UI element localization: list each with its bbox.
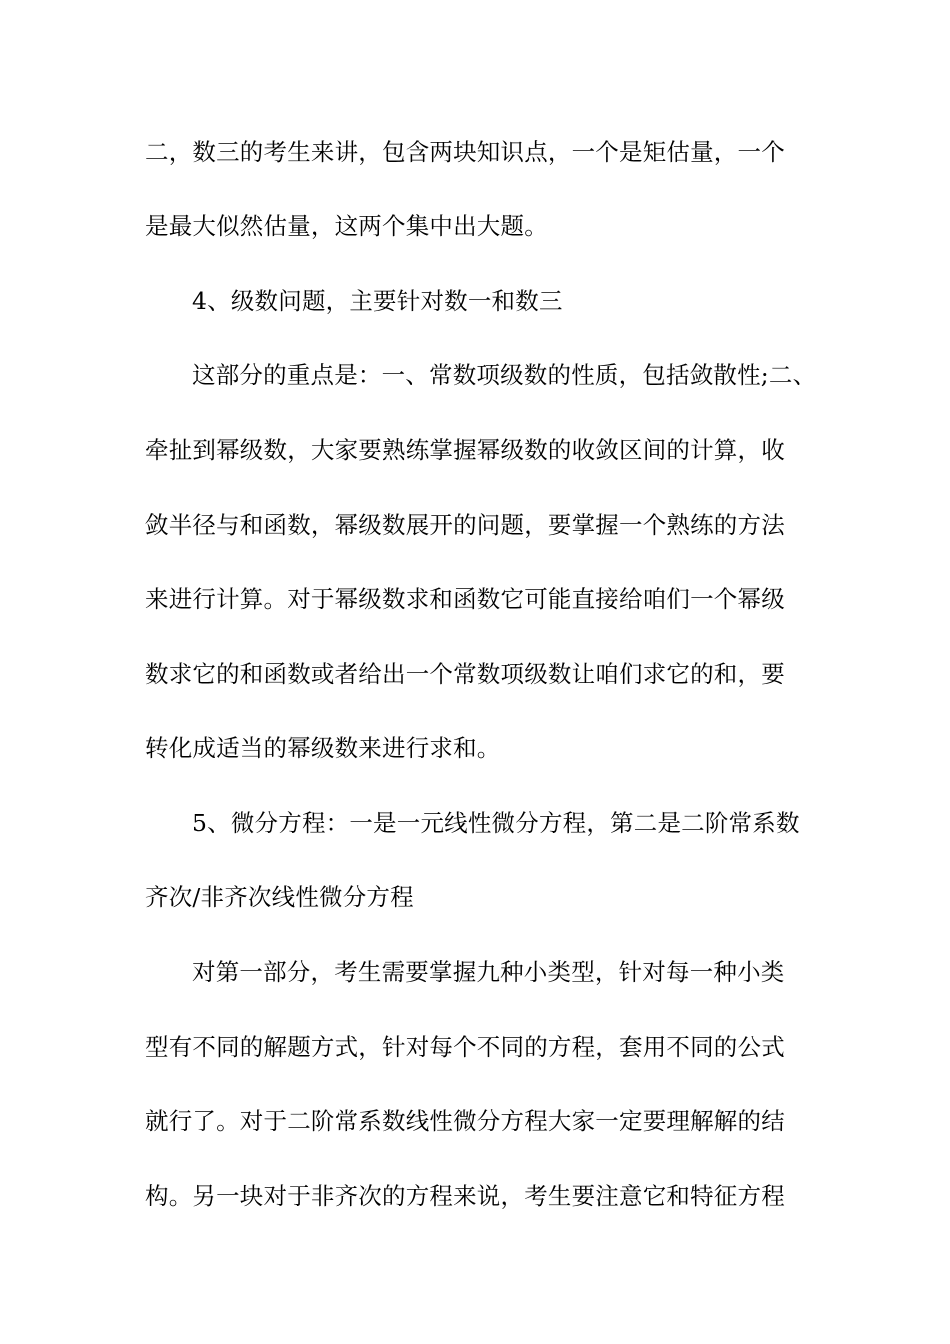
text-line: 这部分的重点是：一、常数项级数的性质，包括敛散性;二、 — [192, 361, 817, 389]
text-line: 齐次/非齐次线性微分方程 — [145, 883, 414, 911]
text-line: 构。另一块对于非齐次的方程来说，考生要注意它和特征方程 — [145, 1182, 785, 1210]
text-line: 是最大似然估量，这两个集中出大题。 — [145, 212, 548, 240]
text-line: 对第一部分，考生需要掌握九种小类型，针对每一种小类 — [192, 958, 785, 986]
text-line: 二，数三的考生来讲，包含两块知识点，一个是矩估量，一个 — [145, 138, 785, 166]
text-line: 敛半径与和函数，幂级数展开的问题，要掌握一个熟练的方法 — [145, 511, 785, 539]
text-line: 牵扯到幂级数，大家要熟练掌握幂级数的收敛区间的计算，收 — [145, 436, 785, 464]
section-heading: 5、微分方程：一是一元线性微分方程，第二是二阶常系数 — [192, 809, 800, 837]
text-line: 数求它的和函数或者给出一个常数项级数让咱们求它的和，要 — [145, 660, 785, 688]
text-line: 型有不同的解题方式，针对每个不同的方程，套用不同的公式 — [145, 1033, 785, 1061]
section-heading: 4、级数问题，主要针对数一和数三 — [192, 287, 563, 315]
text-line: 来进行计算。对于幂级数求和函数它可能直接给咱们一个幂级 — [145, 585, 785, 613]
text-line: 就行了。对于二阶常系数线性微分方程大家一定要理解解的结 — [145, 1107, 785, 1135]
text-line: 转化成适当的幂级数来进行求和。 — [145, 734, 501, 762]
